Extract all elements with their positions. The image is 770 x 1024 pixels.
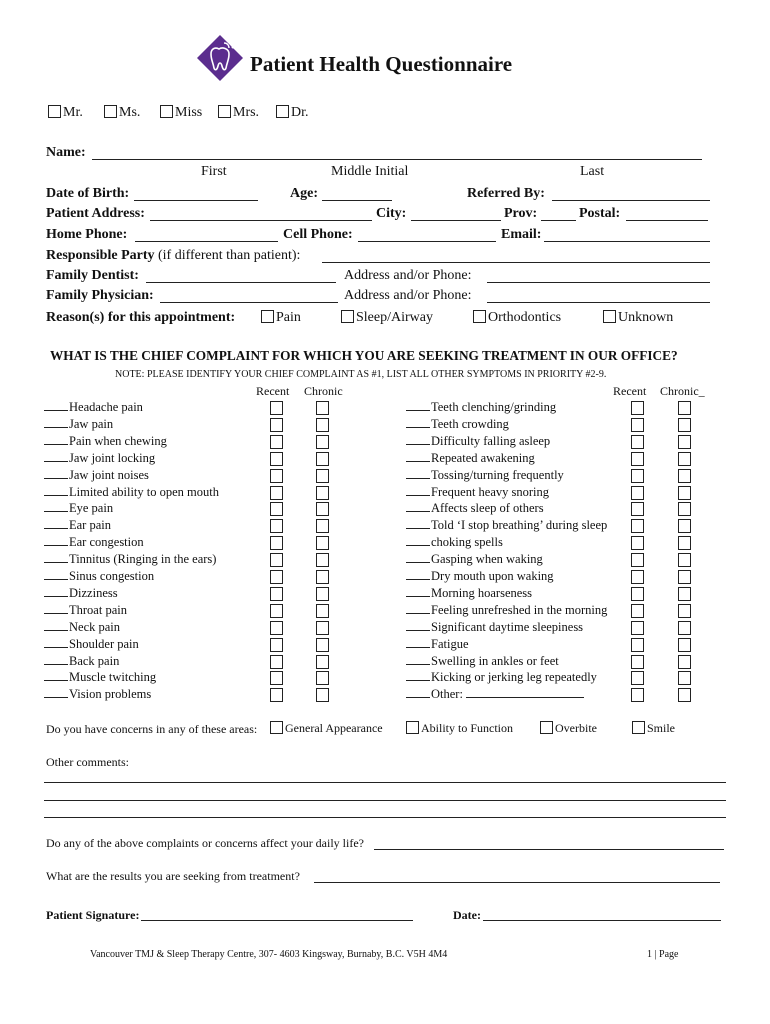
priority-blank[interactable] [44,620,68,631]
prov-field[interactable] [541,220,576,221]
checkbox[interactable] [270,721,283,734]
recent-checkbox[interactable] [631,502,644,516]
symptom-label: Ear pain [69,518,111,533]
symptom-label: Headache pain [69,400,143,414]
recent-checkbox[interactable] [270,638,283,652]
symptom-right [406,535,503,550]
checkbox[interactable] [603,310,616,323]
complaint-heading: WHAT IS THE CHIEF COMPLAINT FOR WHICH YOU ARE SEEKING TREATMENT IN OUR OFFICE? [50,348,678,363]
checkbox[interactable] [406,721,419,734]
recent-checkbox[interactable] [631,401,644,415]
recent-checkbox[interactable] [270,604,283,618]
concern-function[interactable]: Ability to Function [406,721,513,736]
date-label: Date: [453,908,481,922]
recent-checkbox[interactable] [270,570,283,584]
recent-checkbox[interactable] [270,655,283,669]
other-symptom-field[interactable] [466,687,584,698]
recent-checkbox[interactable] [631,553,644,567]
priority-blank[interactable] [44,552,68,563]
address-label: Patient Address: [46,206,145,221]
symptom-left [44,400,143,415]
priority-blank[interactable] [406,620,430,631]
symptom-label: Jaw pain [69,416,114,431]
chronic-checkbox[interactable] [678,587,691,601]
chronic-header-left: Chronic [304,384,343,398]
name-sub-first: First [201,164,227,179]
recent-header-right: Recent [613,384,647,398]
recent-checkbox[interactable] [270,587,283,601]
recent-checkbox[interactable] [631,604,644,618]
age-field[interactable] [322,200,392,201]
comment-line-1[interactable] [44,782,726,783]
priority-blank[interactable] [44,569,68,580]
page-title: Patient Health Questionnaire [250,52,513,76]
recent-checkbox[interactable] [270,519,283,533]
priority-blank[interactable] [44,434,68,445]
symptom-right [406,620,583,635]
checkbox[interactable] [160,105,173,118]
symptom-label: Other: [431,687,463,702]
priority-blank[interactable] [406,468,430,479]
recent-checkbox[interactable] [270,688,283,702]
other-comments-label: Other comments: [46,755,129,769]
priority-blank[interactable] [44,603,68,614]
checkbox[interactable] [540,721,553,734]
concern-overbite[interactable]: Overbite [540,721,597,736]
chronic-checkbox[interactable] [316,638,329,652]
chronic-checkbox[interactable] [678,452,691,466]
dentist-label: Family Dentist: [46,268,139,283]
city-field[interactable] [411,220,501,221]
cell-phone-field[interactable] [358,241,496,242]
chronic-checkbox[interactable] [316,570,329,584]
recent-checkbox[interactable] [631,671,644,685]
recent-checkbox[interactable] [631,435,644,449]
recent-checkbox[interactable] [631,570,644,584]
symptom-left [44,620,120,635]
tooth-logo-icon [196,34,244,82]
chronic-checkbox[interactable] [316,486,329,500]
chronic-checkbox[interactable] [678,688,691,702]
concern-smile[interactable]: Smile [632,721,675,736]
symptom-label: Dry mouth upon waking [431,569,554,583]
priority-blank[interactable] [406,417,430,428]
salutation-miss[interactable]: Miss [160,105,202,121]
symptom-label: choking spells [431,535,503,550]
chronic-checkbox[interactable] [678,502,691,516]
chronic-checkbox[interactable] [316,452,329,466]
chronic-checkbox[interactable] [678,621,691,635]
priority-blank[interactable] [406,603,430,614]
name-field[interactable] [92,159,702,160]
symptom-label: Kicking or jerking leg repeatedly [431,670,597,685]
reason-sleep[interactable]: Sleep/Airway [341,310,433,326]
recent-checkbox[interactable] [270,502,283,516]
priority-blank[interactable] [44,417,68,428]
priority-blank[interactable] [406,670,430,681]
symptom-right [406,603,607,618]
signature-label: Patient Signature: [46,908,140,922]
recent-checkbox[interactable] [631,655,644,669]
signature-field[interactable] [141,920,413,921]
prov-label: Prov: [504,206,538,221]
chronic-checkbox[interactable] [316,553,329,567]
recent-checkbox[interactable] [270,536,283,550]
priority-blank[interactable] [406,400,430,411]
chronic-checkbox[interactable] [678,671,691,685]
chronic-checkbox[interactable] [316,519,329,533]
symptom-label: Pain when chewing [69,433,167,448]
symptom-label: Swelling in ankles or feet [431,653,559,668]
salutation-mrs[interactable]: Mrs. [218,105,259,121]
checkbox[interactable] [261,310,274,323]
salutation-dr[interactable]: Dr. [276,105,309,121]
reason-unknown[interactable]: Unknown [603,310,673,326]
symptom-label: Sinus congestion [69,569,155,583]
priority-blank[interactable] [406,518,430,529]
priority-blank[interactable] [406,434,430,445]
symptom-label: Feeling unrefreshed in the morning [431,602,608,617]
comment-line-3[interactable] [44,817,726,818]
checkbox[interactable] [104,105,117,118]
priority-blank[interactable] [406,451,430,462]
symptom-right [406,501,544,516]
chronic-checkbox[interactable] [316,671,329,685]
symptom-left [44,434,167,449]
physician-field[interactable] [160,302,338,303]
checkbox[interactable] [218,105,231,118]
priority-blank[interactable] [406,654,430,665]
priority-blank[interactable] [44,654,68,665]
symptom-label: Gasping when waking [431,552,543,567]
symptom-right [406,518,607,533]
reason-pain[interactable]: Pain [261,310,301,326]
recent-checkbox[interactable] [631,638,644,652]
chronic-checkbox[interactable] [316,604,329,618]
daily-life-field[interactable] [374,849,724,850]
chronic-checkbox[interactable] [316,688,329,702]
responsible-field[interactable] [322,262,710,263]
symptom-label: Tinnitus (Ringing in the ears) [69,552,217,567]
postal-label: Postal: [579,206,621,221]
chronic-checkbox[interactable] [316,418,329,432]
concerns-label: Do you have concerns in any of these areas: [46,722,258,736]
priority-blank[interactable] [44,535,68,546]
chronic-checkbox[interactable] [678,435,691,449]
symptom-right [406,687,584,702]
page-number: 1 | Page [647,949,679,960]
recent-checkbox[interactable] [270,452,283,466]
name-sub-last: Last [580,164,605,179]
symptom-label: Teeth crowding [431,416,509,431]
priority-blank[interactable] [406,569,430,580]
priority-blank[interactable] [44,586,68,597]
checkbox[interactable] [473,310,486,323]
chronic-checkbox[interactable] [316,621,329,635]
referred-label: Referred By: [467,186,545,201]
symptom-label: Teeth clenching/grinding [431,400,557,414]
recent-checkbox[interactable] [631,486,644,500]
symptom-label: Throat pain [69,602,127,617]
recent-checkbox[interactable] [270,435,283,449]
recent-checkbox[interactable] [631,587,644,601]
symptom-left [44,603,127,618]
priority-blank[interactable] [406,687,430,698]
priority-blank[interactable] [44,485,68,496]
symptom-label: Neck pain [69,619,121,634]
daily-life-question: Do any of the above complaints or concerns affect your daily life? [46,836,364,850]
city-label: City: [376,206,407,221]
email-field[interactable] [544,241,710,242]
symptom-label: Back pain [69,653,120,668]
priority-blank[interactable] [44,637,68,648]
symptom-left [44,637,139,652]
symptom-left [44,670,156,685]
salutation-ms[interactable]: Ms. [104,105,140,121]
symptom-right [406,552,543,567]
symptom-right [406,569,554,584]
recent-checkbox[interactable] [631,469,644,483]
symptom-label: Frequent heavy snoring [431,484,550,499]
complaint-note: NOTE: PLEASE IDENTIFY YOUR CHIEF COMPLAINT AS #1, LIST ALL OTHER SYMPTOMS IN PRIORITY #2-9. [115,369,607,380]
priority-blank[interactable] [406,501,430,512]
dentist-address-field[interactable] [487,282,710,283]
chronic-checkbox[interactable] [316,655,329,669]
chronic-checkbox[interactable] [678,519,691,533]
priority-blank[interactable] [406,535,430,546]
symptom-label: Dizziness [69,585,118,600]
priority-blank[interactable] [44,687,68,698]
results-question: What are the results you are seeking from treatment? [46,869,300,883]
symptom-right [406,485,549,500]
chronic-checkbox[interactable] [678,401,691,415]
symptom-label: Affects sleep of others [431,501,544,516]
name-sub-middle: Middle Initial [331,164,409,179]
symptom-label: Limited ability to open mouth [69,484,219,499]
symptom-label: Difficulty falling asleep [431,433,551,448]
chronic-checkbox[interactable] [678,418,691,432]
chronic-checkbox[interactable] [678,638,691,652]
dentist-field[interactable] [146,282,336,283]
symptom-right [406,670,597,685]
symptom-label: Muscle twitching [69,670,157,685]
recent-checkbox[interactable] [270,418,283,432]
symptom-label: Vision problems [69,687,152,702]
symptom-right [406,417,509,432]
symptom-left [44,654,119,669]
home-phone-label: Home Phone: [46,227,128,242]
symptom-label: Tossing/turning frequently [431,467,564,482]
chronic-checkbox[interactable] [316,536,329,550]
recent-checkbox[interactable] [270,401,283,415]
address-field[interactable] [150,220,372,221]
priority-blank[interactable] [44,468,68,479]
symptom-label: Morning hoarseness [431,585,533,600]
salutation-mr[interactable]: Mr. [48,105,83,121]
chronic-checkbox[interactable] [678,604,691,618]
recent-checkbox[interactable] [631,418,644,432]
symptom-left [44,417,113,432]
symptom-label: Significant daytime sleepiness [431,619,584,634]
chronic-checkbox[interactable] [316,401,329,415]
date-field[interactable] [483,920,721,921]
reason-ortho[interactable]: Orthodontics [473,310,561,326]
dob-label: Date of Birth: [46,186,130,201]
physician-address-label: Address and/or Phone: [344,288,472,303]
symptom-left [44,552,216,567]
chronic-checkbox[interactable] [316,502,329,516]
symptom-right [406,637,469,652]
symptom-label: Fatigue [431,636,469,651]
checkbox[interactable] [276,105,289,118]
recent-checkbox[interactable] [631,621,644,635]
symptom-label: Shoulder pain [69,636,139,651]
symptom-left [44,687,151,702]
dentist-address-label: Address and/or Phone: [344,268,472,283]
chronic-checkbox[interactable] [678,536,691,550]
symptom-right [406,586,532,601]
checkbox[interactable] [632,721,645,734]
checkbox[interactable] [341,310,354,323]
footer-address: Vancouver TMJ & Sleep Therapy Centre, 307- 4603 Kingsway, Burnaby, B.C. V5H 4M4 [90,949,448,960]
symptom-left [44,501,113,516]
symptom-label: Ear congestion [69,535,144,550]
symptom-label: Told ‘I stop breathing’ during sleep [431,518,608,533]
priority-blank[interactable] [44,670,68,681]
priority-blank[interactable] [406,485,430,496]
priority-blank[interactable] [44,451,68,462]
symptom-right [406,400,556,415]
recent-checkbox[interactable] [270,486,283,500]
home-phone-field[interactable] [135,241,278,242]
recent-checkbox[interactable] [270,553,283,567]
responsible-party: Responsible Party (if different than patient): [46,248,301,263]
chronic-checkbox[interactable] [678,655,691,669]
priority-blank[interactable] [44,518,68,529]
chronic-checkbox[interactable] [678,469,691,483]
symptom-left [44,485,219,500]
symptom-left [44,535,144,550]
referred-field[interactable] [552,200,710,201]
symptom-left [44,468,149,483]
recent-checkbox[interactable] [631,452,644,466]
recent-checkbox[interactable] [631,688,644,702]
chronic-checkbox[interactable] [316,469,329,483]
recent-checkbox[interactable] [270,469,283,483]
symptom-right [406,434,550,449]
dob-field[interactable] [134,200,258,201]
postal-field[interactable] [626,220,708,221]
symptom-label: Jaw joint locking [69,450,156,465]
symptom-label: Jaw joint noises [69,467,149,482]
priority-blank[interactable] [44,501,68,512]
priority-blank[interactable] [406,637,430,648]
symptom-right [406,451,535,466]
symptom-label: Eye pain [69,501,114,516]
physician-address-field[interactable] [487,302,710,303]
priority-blank[interactable] [44,400,68,411]
chronic-checkbox[interactable] [678,553,691,567]
recent-checkbox[interactable] [631,536,644,550]
symptom-left [44,518,111,533]
name-label: Name: [46,145,86,160]
chronic-header-right: Chronic_ [660,384,705,398]
priority-blank[interactable] [406,552,430,563]
results-field[interactable] [314,882,720,883]
recent-checkbox[interactable] [631,519,644,533]
symptom-right [406,654,559,669]
reason-label: Reason(s) for this appointment: [46,310,236,325]
recent-checkbox[interactable] [270,671,283,685]
chronic-checkbox[interactable] [678,486,691,500]
chronic-checkbox[interactable] [316,587,329,601]
concern-appearance[interactable]: General Appearance [270,721,383,736]
age-label: Age: [290,186,318,201]
email-label: Email: [501,227,542,242]
checkbox[interactable] [48,105,61,118]
chronic-checkbox[interactable] [678,570,691,584]
symptom-left [44,451,155,466]
symptom-right [406,468,564,483]
comment-line-2[interactable] [44,800,726,801]
chronic-checkbox[interactable] [316,435,329,449]
physician-label: Family Physician: [46,288,154,303]
symptom-left [44,569,154,584]
cell-phone-label: Cell Phone: [283,227,353,242]
recent-header-left: Recent [256,384,290,398]
symptom-label: Repeated awakening [431,450,535,465]
priority-blank[interactable] [406,586,430,597]
recent-checkbox[interactable] [270,621,283,635]
symptom-left [44,586,118,601]
